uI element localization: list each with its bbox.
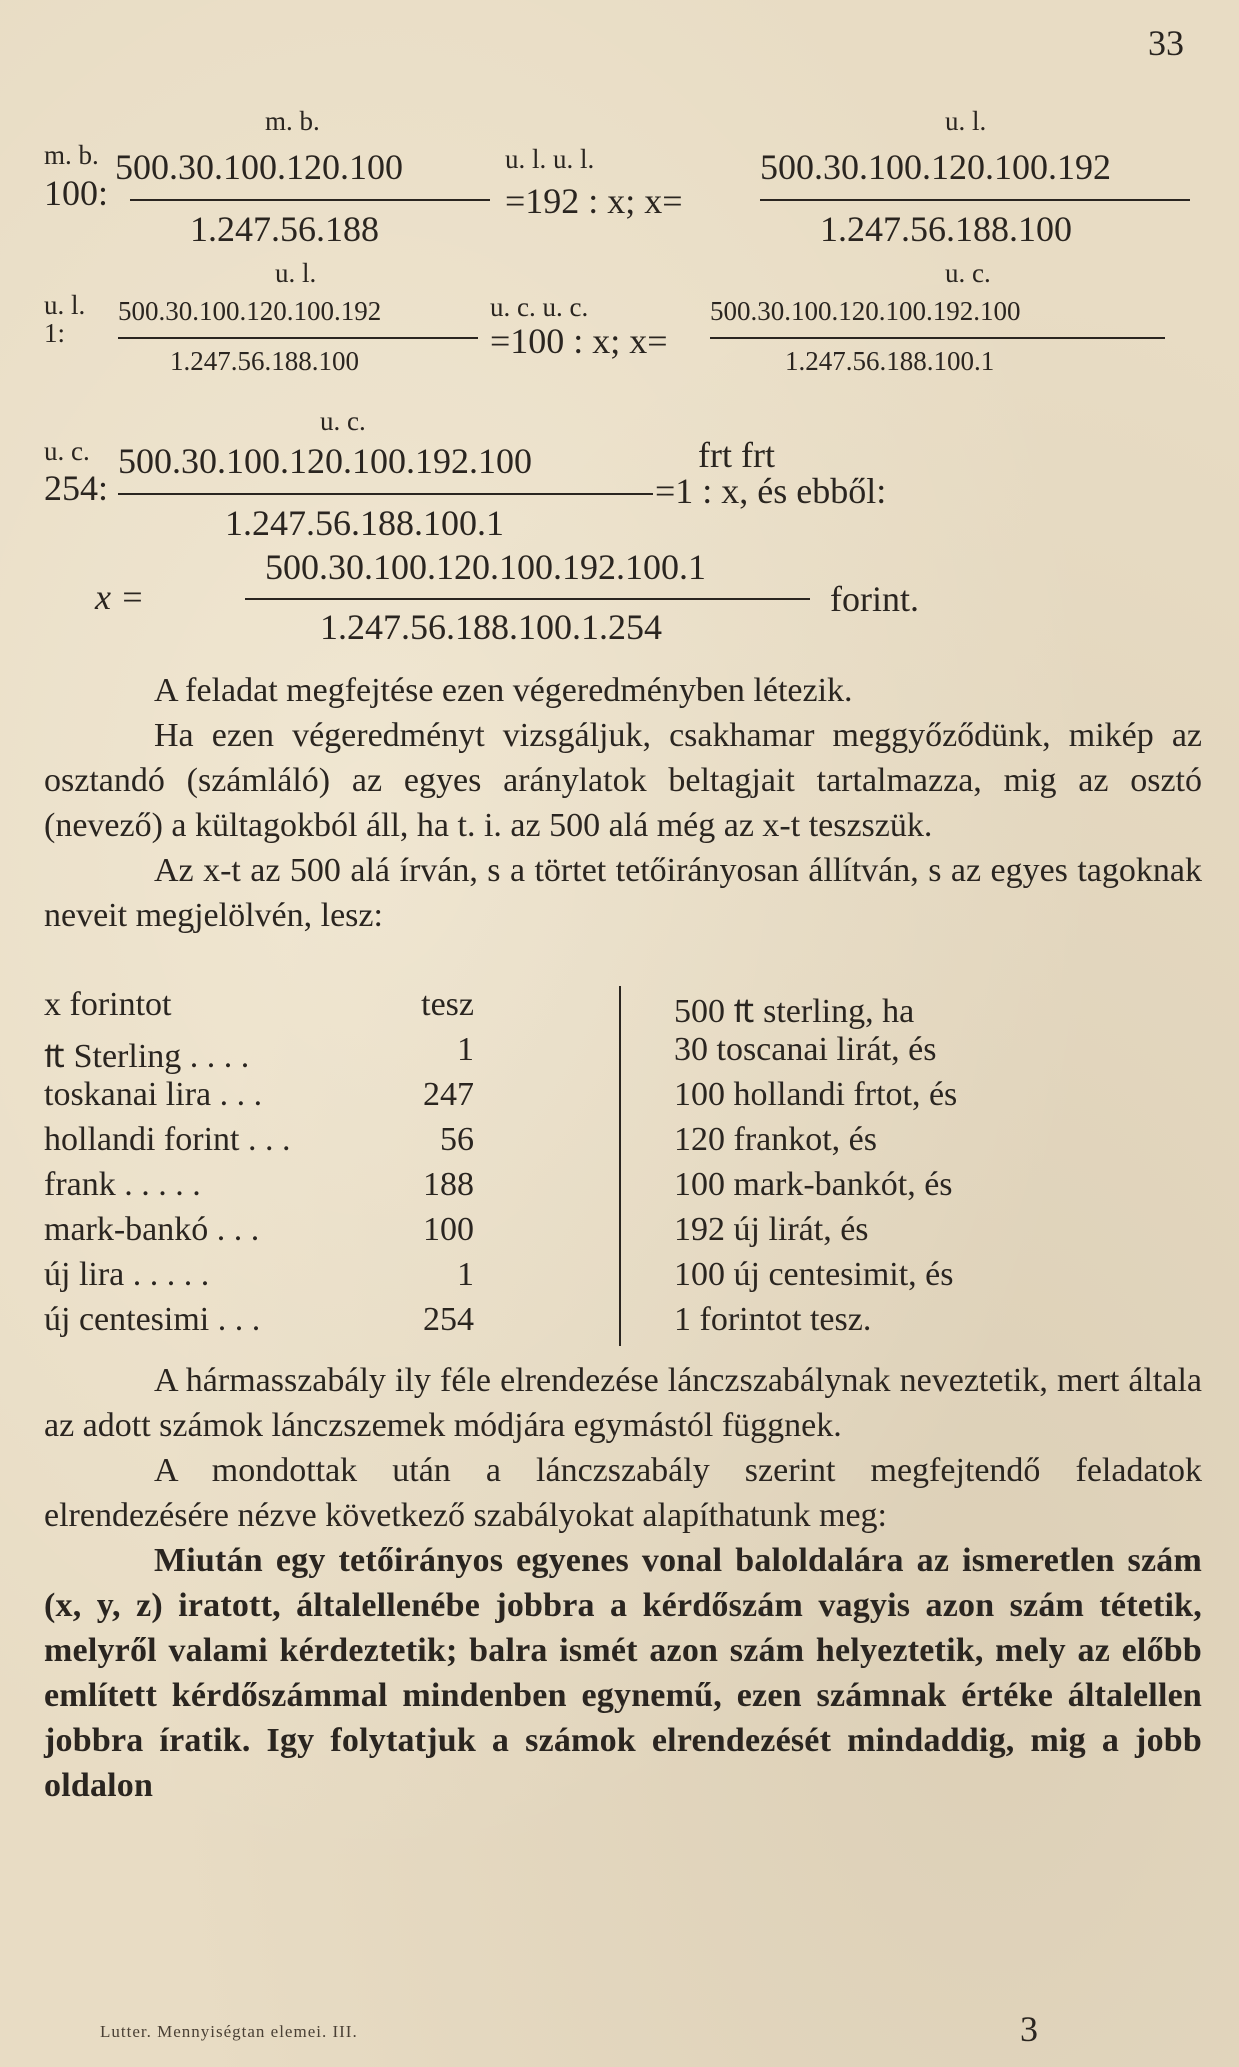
table-number: 188 (423, 1166, 474, 1203)
eq1-middle: =192 : x; x= (505, 181, 683, 221)
eq2-lhs-fraction-bar (118, 337, 478, 339)
eq2-rhs-fraction-bar (710, 337, 1165, 339)
table-number: 1 (457, 1031, 474, 1068)
eq2-lhs-lead: 1: (44, 318, 66, 348)
paragraph-4: A hármasszabály ily féle elrendezése lánczszabálynak neveztetik, mert általa az adott számok lánczszemek módjára egymástól függnek. (44, 1362, 1202, 1444)
table-right: 500 ₶ sterling, ha (674, 993, 915, 1030)
table-number: 100 (423, 1211, 474, 1248)
eq1-lhs-fraction-bar (130, 199, 490, 201)
table-row (44, 986, 1202, 1031)
signature-mark: 3 (1020, 2009, 1038, 2049)
eq3-lhs-numerator: 500.30.100.120.100.192.100 (118, 441, 532, 481)
table-left: x forintot (44, 986, 172, 1023)
table-right: 120 frankot, és (674, 1121, 878, 1158)
table-row (44, 1031, 1202, 1076)
table-right: 192 új lirát, és (674, 1211, 869, 1248)
table-row (44, 1256, 1202, 1301)
table-right: 30 toscanai lirát, és (674, 1031, 937, 1068)
table-right: 100 új centesimit, és (674, 1256, 954, 1293)
eq3-lhs-lead: 254: (44, 468, 109, 508)
eq1-top-left-label: m. b. (265, 106, 320, 136)
eq3-mid-label: frt frt (698, 435, 775, 475)
table-row (44, 1076, 1202, 1121)
eq1-lhs-numerator: 500.30.100.120.100 (115, 147, 403, 187)
eq1-rhs-fraction-bar (760, 199, 1190, 201)
table-number: 254 (423, 1301, 474, 1338)
eq2-middle: =100 : x; x= (490, 321, 668, 361)
table-right: 100 hollandi frtot, és (674, 1076, 958, 1113)
table-right: 1 forintot tesz. (674, 1301, 872, 1338)
eq2-prefix: u. l. (44, 290, 86, 320)
eq3-lhs-fraction-bar (118, 493, 653, 495)
eq4-numerator: 500.30.100.120.100.192.100.1 (265, 547, 706, 587)
table-number: 56 (440, 1121, 474, 1158)
text-block-2 (44, 1358, 1202, 1808)
table-number: 1 (457, 1256, 474, 1293)
eq3-middle: =1 : x, és ebből: (655, 471, 887, 511)
eq2-mid-label: u. c. u. c. (490, 292, 589, 322)
eq2-lhs-denominator: 1.247.56.188.100 (170, 346, 359, 376)
eq2-top-right-label: u. c. (945, 258, 991, 288)
eq1-lhs-denominator: 1.247.56.188 (190, 209, 379, 249)
eq2-top-left-label: u. l. (275, 258, 317, 288)
table-number: 247 (423, 1076, 474, 1113)
table-left: frank . . . . . (44, 1166, 201, 1203)
eq2-lhs-numerator: 500.30.100.120.100.192 (118, 296, 382, 326)
eq1-mid-label: u. l. u. l. (505, 144, 595, 174)
paragraph-5: A mondottak után a lánczszabály szerint megfejtendő feladatok elrendezésére nézve következő szabályokat alapíthatunk meg: (44, 1452, 1202, 1534)
table-left: ₶ Sterling . . . . (44, 1038, 250, 1075)
eq1-lhs-lead: 100: (44, 173, 109, 213)
table-row (44, 1211, 1202, 1256)
eq4-lhs: x = (95, 577, 145, 617)
paragraph-1: A feladat megfejtése ezen végeredményben létezik. (154, 672, 853, 709)
page-number: 33 (1148, 23, 1184, 63)
table-row (44, 1166, 1202, 1211)
eq1-rhs-denominator: 1.247.56.188.100 (820, 209, 1072, 249)
paragraph-6: Miután egy tetőirányos egyenes vonal baloldalára az ismeretlen szám (x, y, z) iratott, általellenébe jobbra a kérdőszám vagyis azon szám tétetik, melyről valami kérdeztetik; balra ismét azon szám helyeztetik, mely az előbb említett kérdőszámmal mindenben egynemű, ezen számnak értéke általellen jobbra íratik. Igy folytatjuk a számok elrendezését mindaddig, mig a jobb oldalon (44, 1542, 1202, 1804)
eq1-rhs-numerator: 500.30.100.120.100.192 (760, 147, 1111, 187)
table-row (44, 1301, 1202, 1346)
eq2-rhs-numerator: 500.30.100.120.100.192.100 (710, 296, 1021, 326)
eq4-unit: forint. (830, 579, 919, 619)
eq2-rhs-denominator: 1.247.56.188.100.1 (785, 346, 995, 376)
eq4-denominator: 1.247.56.188.100.1.254 (320, 607, 662, 647)
table-row (44, 1121, 1202, 1166)
conversion-table (44, 986, 1202, 1346)
eq4-fraction-bar (245, 598, 810, 600)
eq3-prefix: u. c. (44, 436, 90, 466)
footer-signature-line: Lutter. Mennyiségtan elemei. III. (100, 2022, 358, 2041)
eq3-top-left-label: u. c. (320, 406, 366, 436)
text-block-1 (44, 668, 1202, 938)
table-number: tesz (421, 986, 474, 1023)
table-left: mark-bankó . . . (44, 1211, 260, 1248)
table-left: toskanai lira . . . (44, 1076, 263, 1113)
table-left: új centesimi . . . (44, 1301, 261, 1338)
paragraph-2: Ha ezen végeredményt vizsgáljuk, csakhamar meggyőződünk, mikép az osztandó (számláló) az egyes aránylatok beltagjait tartalmazza, mig az osztó (nevező) a kültagokból áll, ha t. i. az 500 alá még az x-t teszszük. (44, 717, 1202, 844)
table-left: új lira . . . . . (44, 1256, 210, 1293)
eq1-top-right-label: u. l. (945, 106, 987, 136)
eq1-prefix: m. b. (44, 140, 99, 170)
table-right: 100 mark-bankót, és (674, 1166, 953, 1203)
eq3-lhs-denominator: 1.247.56.188.100.1 (225, 503, 504, 543)
table-left: hollandi forint . . . (44, 1121, 291, 1158)
paragraph-3: Az x-t az 500 alá írván, s a törtet tetőirányosan állítván, s az egyes tagoknak neveit megjelölvén, lesz: (44, 852, 1202, 934)
